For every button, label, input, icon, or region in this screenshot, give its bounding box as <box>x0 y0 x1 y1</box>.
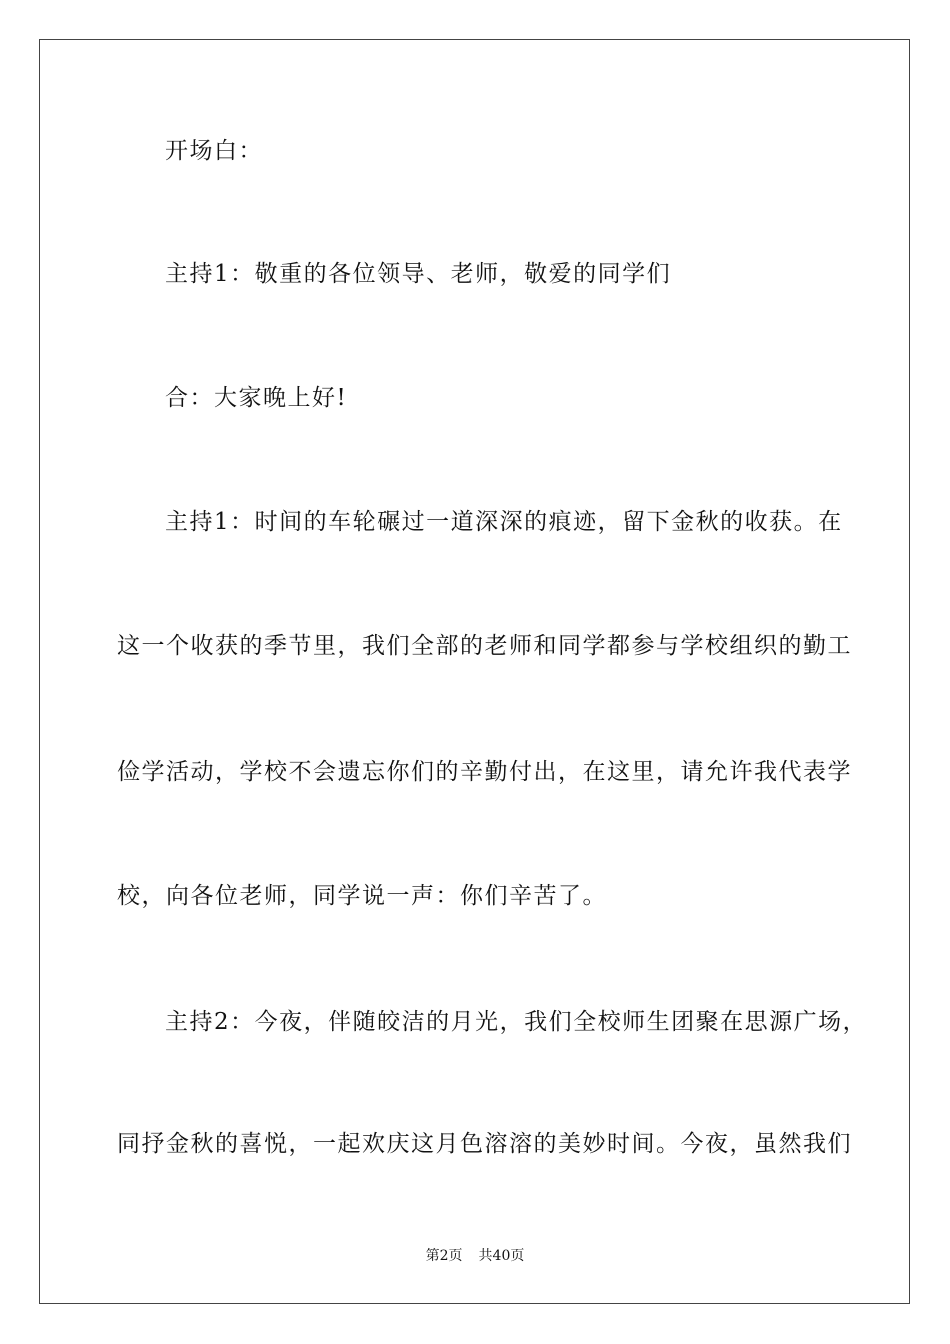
page-total: 共40页 <box>478 1248 525 1264</box>
paragraph-line: 校，向各位老师，同学说一声：你们辛苦了。 <box>117 883 607 909</box>
page-footer <box>0 1246 950 1266</box>
paragraph-line: 主持1：敬重的各位领导、老师，敬爱的同学们 <box>165 261 672 287</box>
page-border <box>39 39 910 1304</box>
paragraph-line: 这一个收获的季节里，我们全部的老师和同学都参与学校组织的勤工 <box>117 633 852 659</box>
paragraph-line: 俭学活动，学校不会遗忘你们的辛勤付出，在这里，请允许我代表学 <box>117 759 852 785</box>
paragraph-line: 同抒金秋的喜悦，一起欢庆这月色溶溶的美妙时间。今夜，虽然我们 <box>117 1131 852 1157</box>
paragraph-line: 合：大家晚上好! <box>165 385 348 411</box>
paragraph-heading: 开场白： <box>165 138 263 164</box>
page-number: 第2页 <box>425 1248 463 1264</box>
paragraph-line: 主持1：时间的车轮碾过一道深深的痕迹，留下金秋的收获。在 <box>165 509 843 535</box>
paragraph-line: 主持2：今夜，伴随皎洁的月光，我们全校师生团聚在思源广场， <box>165 1009 868 1035</box>
